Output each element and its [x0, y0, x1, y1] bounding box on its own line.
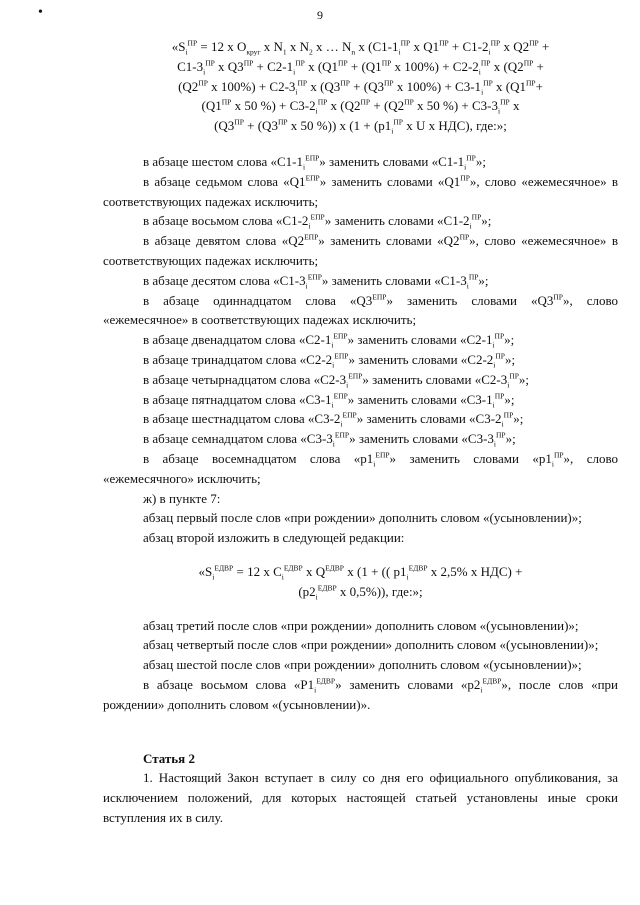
- amendment-paragraph: в абзаце четырнадцатом слова «$C2-3_i^{ЕПР}$» заменить словами «$C2-3_i^{ПР}$»;: [143, 371, 530, 390]
- amendment-paragraph: в абзаце одиннадцатом слова «$Q3^{ЕПР}$» заменить словами «$Q3^{ПР}$», слово «ежемесячное» в соответствующих падежах исключить;: [103, 292, 618, 328]
- page-content: [103, 37, 618, 828]
- formula-block-1: [103, 37, 618, 136]
- amendment-paragraph: в абзаце восьмом слова «$P1_i^{ЕДВР}$» заменить словами «$p2_i^{ЕДВР}$», после слов «при рождении» дополнить словом «(усыновлении)».: [103, 676, 619, 712]
- formula-line: ($Q1^{ПР}$ x 50 %) + $C3-2_i^{ПР}$ x ($Q2^{ПР} + (Q2^{ПР}$ x 50 %) + $C3-3_i^{ПР}$ x: [201, 98, 520, 116]
- amendment-paragraph: в абзаце шестнадцатом слова «$C3-2_i^{ЕПР}$» заменить словами «$C3-2_i^{ПР}$»;: [143, 411, 524, 429]
- amendment-paragraph: в абзаце восьмом слова «$C1-2_i^{ЕПР}$» заменить словами «$C1-2_i^{ПР}$»;: [143, 213, 492, 231]
- amendment-paragraph: в абзаце семнадцатом слова «$C3-3_i^{ЕПР}$» заменить словами «$C3-3_i^{ПР}$»;: [143, 430, 516, 449]
- article-heading: Статья 2: [143, 750, 195, 766]
- amendment-paragraph: абзац шестой после слов «при рождении» дополнить словом «(усыновлении)»;: [143, 657, 582, 673]
- formula-line: $C1-3_i^{ПР}$ x $Q3^{ПР} + C2-1_i^{ПР}$ x ($Q1^{ПР} + (Q1^{ПР}$ x $100\%) + C2-2_i^{ПР}$ x ($Q2^{ПР}$ +: [177, 58, 544, 77]
- article-paragraph: 1. Настоящий Закон вступает в силу со дня его официального опубликования, за исключением положений, для которых настоящей статьей установлены иные сроки вступления их в силу.: [103, 770, 618, 825]
- formula-line: ($Q3^{ПР} + (Q3^{ПР}$ x 50 %)) x ($1 + (p1_i^{ПР}$ x U x НДС), где:»;: [214, 117, 507, 136]
- subclause-heading: ж) в пункте 7:: [143, 490, 221, 506]
- amendment-paragraph: в абзаце шестом слова «$C1-1_i^{ЕПР}$» заменить словами «$C1-1_i^{ПР}$»;: [143, 153, 486, 172]
- amendment-paragraph: абзац второй изложить в следующей редакции:: [143, 530, 405, 546]
- amendment-paragraph: в абзаце двенадцатом слова «$C2-1_i^{ЕПР}$» заменить словами «$C2-1_i^{ПР}$»;: [143, 331, 515, 350]
- amendment-paragraph: в абзаце тринадцатом слова «$C2-2_i^{ЕПР}$» заменить словами «$C2-2_i^{ПР}$»;: [143, 351, 516, 370]
- amendment-paragraph: абзац первый после слов «при рождении» дополнить словом «(усыновлении)»;: [143, 510, 582, 526]
- amendment-paragraph: абзац третий после слов «при рождении» дополнить словом «(усыновлении)»;: [143, 617, 579, 633]
- formula-line: ($p2_i^{ЕДВР}$ x 0,5%)), где:»;: [298, 583, 423, 602]
- scan-mark: •: [38, 5, 43, 20]
- amendment-paragraph: в абзаце седьмом слова «$Q1^{ЕПР}$» заменить словами «$Q1^{ПР}$», слово «ежемесячное» в соответствующих падежах исключить;: [103, 173, 618, 209]
- amendment-paragraph: в абзаце пятнадцатом слова «$C3-1_i^{ЕПР}$» заменить словами «$C3-1_i^{ПР}$»;: [143, 391, 515, 410]
- formula-block-2: [103, 562, 618, 602]
- formula-line: «$S_i^{ЕДВР} = 12$ x $C_i^{ЕДВР}$ x $Q^{ЕДВР}$ x (1 + (( $p1_i^{ЕДВР}$ x 2,5% x НДС) +: [198, 563, 523, 582]
- page-number: 9: [317, 8, 323, 22]
- formula-line: ($Q2^{ПР}$ x $100\%) + C2-3_i^{ПР}$ x ($Q3^{ПР} + (Q3^{ПР}$ x $100\%) + C3-1_i^{ПР}$ x ($Q1^{ПР}+$: [178, 78, 543, 97]
- formula-line: «$S_i^{ПР} = 12$ x $O_{круг}$ x $N_1$ x $N_2$ x … $N_n$ x ($C1-1_i^{ПР}$ x $Q1^{ПР} + C1-2_i^{ПР}$ x $Q2^{ПР}$ +: [171, 38, 550, 57]
- amendment-paragraph: абзац четвертый после слов «при рождении» дополнить словом «(усыновлении)»;: [143, 637, 599, 653]
- amendment-paragraph: в абзаце восемнадцатом слова «$p1_i^{ЕПР}$» заменить словами «$p1_i^{ПР}$», слово «ежемесячного» исключить;: [103, 450, 619, 486]
- amendment-paragraph: в абзаце девятом слова «$Q2^{ЕПР}$» заменить словами «$Q2^{ПР}$», слово «ежемесячное» в соответствующих падежах исключить;: [103, 232, 618, 268]
- amendment-paragraph: в абзаце десятом слова «$C1-3_i^{ЕПР}$» заменить словами «$C1-3_i^{ПР}$»;: [143, 272, 489, 291]
